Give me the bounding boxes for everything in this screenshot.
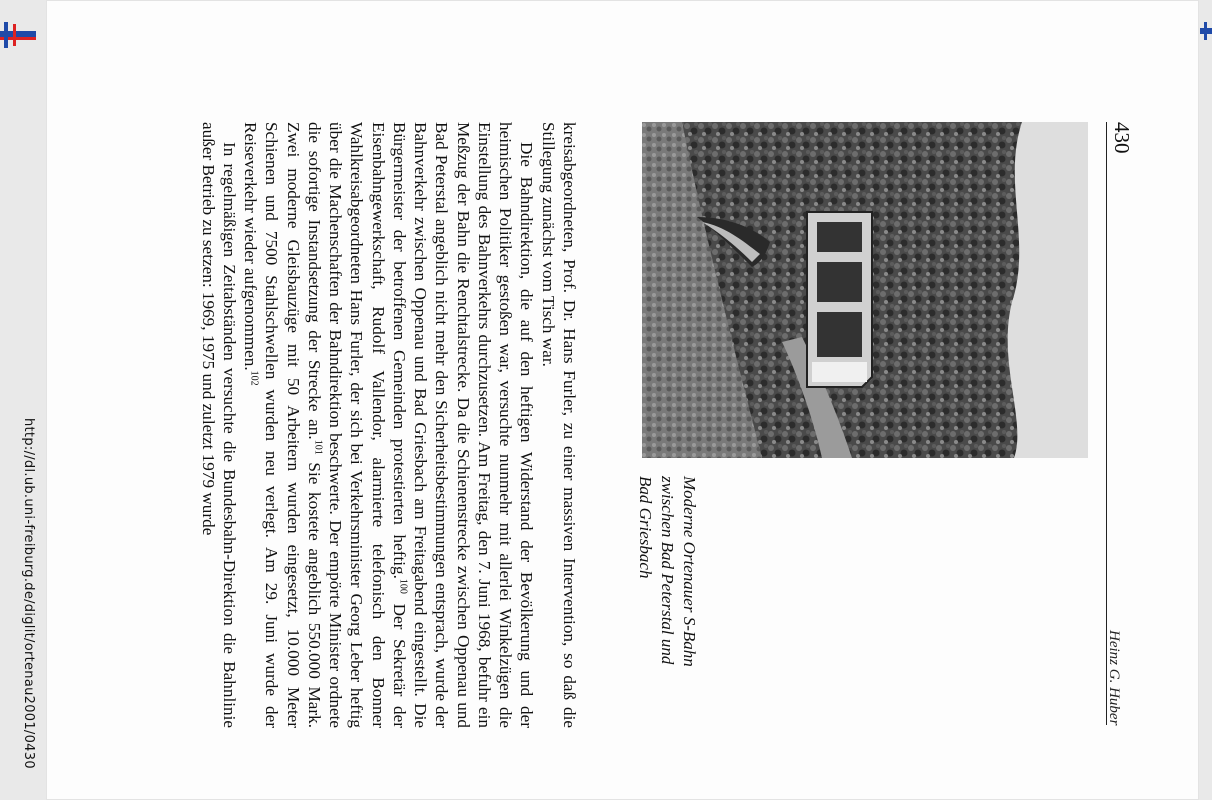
paragraph (538, 122, 581, 728)
figure-caption (634, 476, 700, 736)
caption-line: zwischen Bad Peterstal und (658, 476, 677, 665)
paragraph (240, 122, 538, 728)
paragraph-text: Die Bahndirektion, die auf den heftigen Widerstand der Bevölkerung und der heimischen Politiker gestoßen war, versuchte nunmehr mit allerlei Winkelzügen die Einstellung des Bahnverkehrs durchzusetzen. Am Freitag, den 7. Juni 1968, befuhr ein Meßzug der Bahn die Renchtalstrecke. Da die Schienenstrecke zwischen Oppenau und Bad Peterstal angeblich nicht mehr den Sicherheitsbestimmungen entsprach, wurde der Bahnverkehr zwischen Oppenau und Bad Griesbach am Freitagabend eingestellt. Die Bürgermeister der betroffenen Gemeinden protestierten heftig. (390, 122, 537, 728)
colour-bar-icon-right (1200, 22, 1212, 40)
caption-line: Bad Griesbach (636, 476, 655, 579)
footnote-ref: 102 (248, 370, 260, 386)
viewer-right-margin (1199, 0, 1212, 800)
body-text (198, 122, 581, 728)
colour-bar-icon (0, 22, 36, 48)
paragraph-text: Sie kostete angeblich 550.000 Mark. Zwei moderne Gleisbauzüge mit 50 Arbeitern wurden eingesetzt, 10.000 Meter Schienen und 7500 Stahlschwellen wurden neu verlegt. Am 29. Juni wurde der Reiseverkehr wieder aufgenommen. (241, 122, 324, 729)
train-photo-illustration (642, 122, 1088, 458)
figure-photo (642, 122, 1088, 458)
paragraph-text: kreisabgeordneten, Prof. Dr. Hans Furler, zu einer massiven Intervention, so daß die Stillegung zunächst vom Tisch war. (538, 122, 579, 728)
paragraph-text: In regelmäßigen Zeitabständen versuchte die Bundesbahn-Direktion die Bahnlinie außer Betrieb zu setzen: 1969, 1975 und zuletzt 1979 wurde (198, 122, 239, 728)
source-url[interactable]: http://dl.ub.uni-freiburg.de/diglit/ortenau2001/0430 (21, 418, 36, 769)
footnote-ref: 100 (397, 578, 409, 594)
paragraph (198, 122, 241, 728)
caption-line: Moderne Ortenauer S-Bahn (680, 476, 699, 667)
running-header-author: Heinz G. Huber (1106, 630, 1122, 726)
page-number: 430 (1110, 122, 1134, 154)
footnote-ref: 101 (312, 439, 324, 455)
paragraph-text: Der Sekretär der Eisenbahngewerkschaft, Rudolf Vallendor, alarmierte telefonisch den Bonner Wahlkreisabgeordneten Hans Furler, der sich bei Verkehrsminister Georg Leber heftig über die Machenschaften der Bahndirektion beschwerte. Der empörte Minister ordnete die sofortige Instandsetzung der Strecke an. (305, 122, 409, 728)
